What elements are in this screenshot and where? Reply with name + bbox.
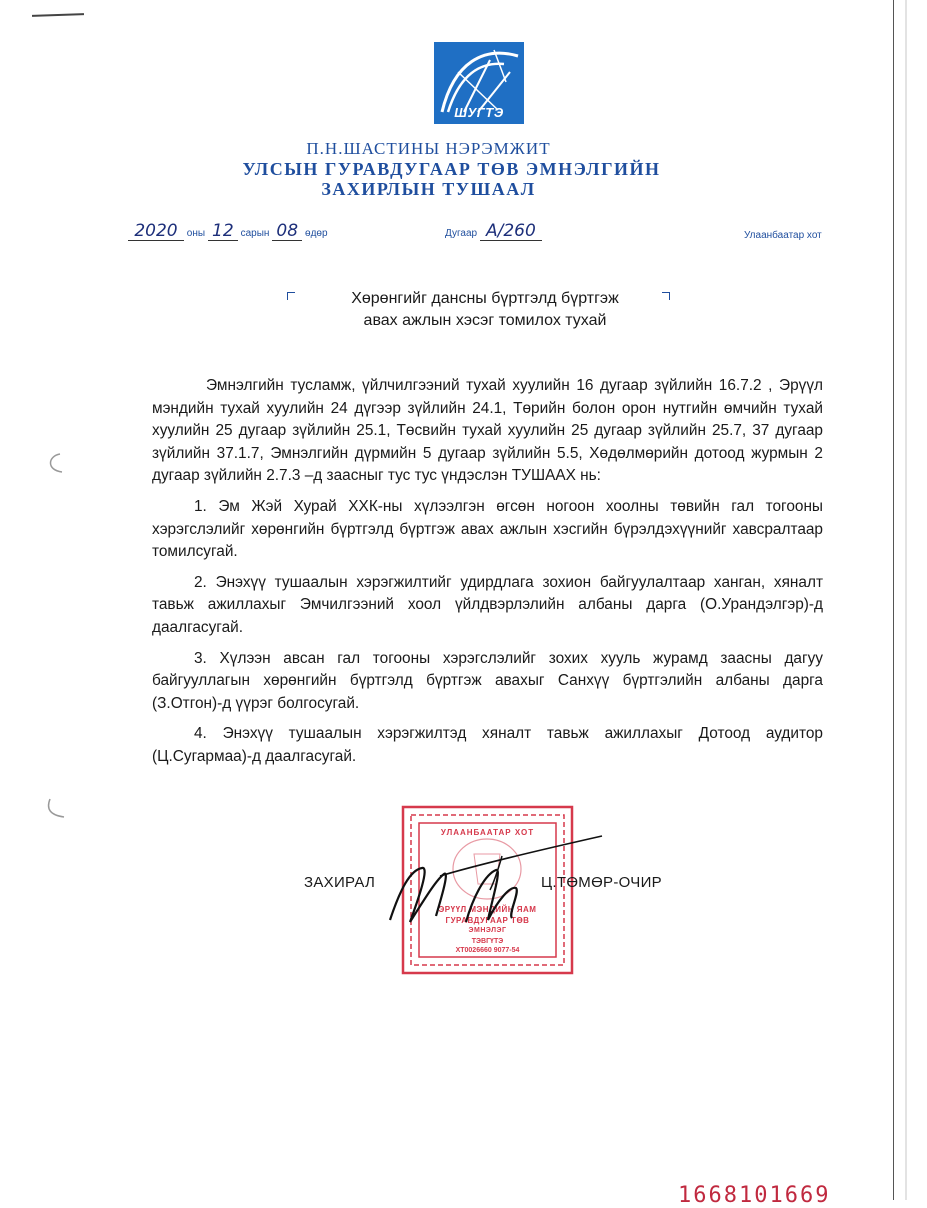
stamp-top-text: УЛААНБААТАР ХОТ	[440, 828, 535, 837]
body-intro: Эмнэлгийн тусламж, үйлчилгээний тухай хуулийн 16 дугаар зүйлийн 16.7.2 , Эрүүл мэндийн тухай хуулийн 24 дүгээр зүйлийн 24.1, Төрийн болон орон нутгийн өмчийн тухай хуулийн 25 дугаар зүйлийн 25.1, Төсвийн тухай хуулийн 25 дугаар зүйлийн 25.7, 37 дугаар зүйлийн 37.1.7, Эмнэлгийн дүрмийн 5 дугаар зүйлийн 5.5, Хөдөлмөрийн дотоод журмын 2 дугаар зүйлийн 2.7.3 –д заасныг тус тус үндэслэн ТУШААХ нь:	[152, 377, 823, 485]
order-subject	[300, 288, 670, 332]
order-city: Улаанбаатар хот	[744, 230, 822, 241]
subject-line-1: Хөрөнгийг дансны бүртгэлд бүртгэж	[351, 290, 619, 307]
hospital-logo	[434, 42, 524, 124]
signatory-name: Ц.ТӨМӨР-ОЧИР	[541, 874, 662, 891]
signatory-title: ЗАХИРАЛ	[304, 874, 376, 891]
stamp-line-5: ХТ0026660 9077-54	[455, 947, 520, 954]
scan-edge-line	[893, 0, 894, 1200]
date-year: 2020	[128, 222, 184, 241]
stamp-line-2: ГУРАВДУГААР ТӨВ	[445, 916, 530, 925]
order-number-value: А/260	[480, 222, 542, 241]
order-body	[152, 375, 823, 769]
header-line-3: ЗАХИРЛЫН ТУШААЛ	[321, 179, 536, 199]
hole-punch-mark-top	[38, 448, 68, 478]
order-date	[128, 222, 328, 241]
order-item-1: 1. Эм Жэй Хурай ХХК-ны хүлээлгэн өгсөн ногоон хоолны төвийн гал тогооны хэрэгслэлийг хөрөнгийн бүртгэлд бүртгэж авах ажлын хэсгийн бүрэлдэхүүнийг хавсралтаар томилсугай.	[152, 497, 823, 561]
header-line-1: П.Н.ШАСТИНЫ НЭРЭМЖИТ	[306, 139, 551, 158]
stamp-line-1: ЭРҮҮЛ МЭНДИЙН ЯАМ	[438, 905, 537, 914]
document-serial-number: 1668101669	[678, 1183, 831, 1208]
date-day-suffix: өдөр	[305, 228, 328, 239]
order-number-label: Дугаар	[445, 228, 478, 239]
date-day: 08	[272, 222, 302, 241]
handwritten-signature-icon	[380, 830, 610, 930]
date-year-suffix: оны	[186, 228, 206, 239]
order-item-2: 2. Энэхүү тушаалын хэрэгжилтийг удирдлага зохион байгуулалтаар ханган, хяналт тавьж ажиллахыг Эмчилгээний хоол үйлдвэрлэлийн албаны дарга (О.Урандэлгэр)-д даалгасугай.	[152, 573, 823, 636]
order-item-3: 3. Хүлээн авсан гал тогооны хэрэгслэлийг зохих хууль журамд заасны дагуу байгууллагын хөрөнгийн бүртгэлд бүртгэж авахыг Санхүү бүртгэлийн албаны дарга (З.Отгон)-д үүрэг болгосугай.	[152, 649, 823, 712]
date-month: 12	[208, 222, 238, 241]
header-line-2: УЛСЫН ГУРАВДУГААР ТӨВ ЭМНЭЛГИЙН	[242, 159, 661, 179]
date-month-suffix: сарын	[240, 228, 270, 239]
stamp-line-4: ТЭВГҮТЭ	[471, 938, 504, 945]
stamp-line-3: ЭМНЭЛЭГ	[468, 927, 507, 934]
order-item-4: 4. Энэхүү тушаалын хэрэгжилтэд хяналт тавьж ажиллахыг Дотоод аудитор (Ц.Сугармаа)-д даалгасугай.	[152, 725, 823, 765]
scan-pen-mark	[32, 13, 84, 17]
logo-text: ШУГТЭ	[454, 105, 504, 120]
order-number	[445, 222, 542, 241]
subject-line-2: авах ажлын хэсэг томилох тухай	[363, 312, 607, 329]
hole-punch-mark-bottom	[38, 795, 68, 825]
subject-bracket-left	[287, 292, 295, 300]
scan-edge-line-light	[905, 0, 907, 1200]
